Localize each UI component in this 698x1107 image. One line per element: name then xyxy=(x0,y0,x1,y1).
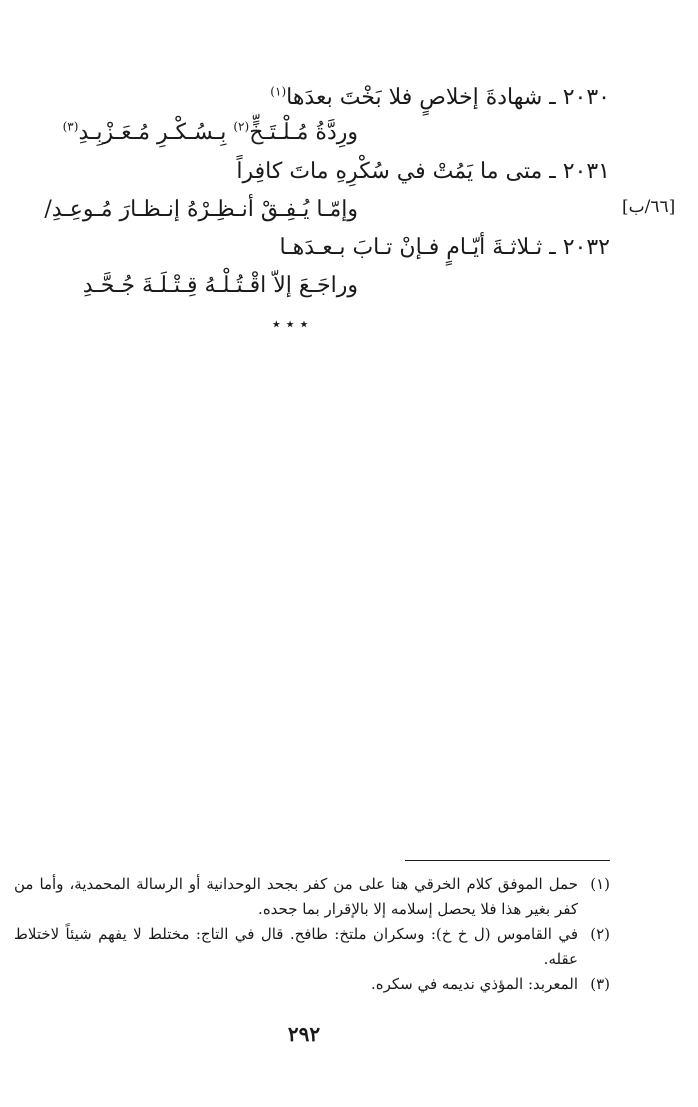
verse-text: وإمّـا يُـفِـقْ أنـظِـرْهُ إنـظـارَ مُـوعِـدِ/ xyxy=(44,197,358,222)
verse-text: ٢٠٣٠ ـ شهادةَ إخلاصٍ فلا بَخْتَ بعدَها xyxy=(286,85,610,110)
verse-text: ٢٠٣٢ ـ ثـلاثـةَ أيّـامٍ فـإنْ تـابَ بـعـدَهـا xyxy=(279,235,610,260)
verse-2031-second-hemistich xyxy=(44,194,358,226)
footnote-2 xyxy=(14,922,610,972)
verse-2032-second-hemistich xyxy=(83,270,358,302)
manuscript-folio-reference: [٦٦/ب] xyxy=(622,197,676,217)
page-number: ٢٩٢ xyxy=(287,1022,321,1046)
footnote-number: (٢) xyxy=(590,925,610,943)
verse-text: بِـسُـكْـرِ مُـعَـزْبِـدِ xyxy=(78,120,227,145)
footnote-number: (٣) xyxy=(590,975,610,993)
verse-text: ٢٠٣١ ـ متى ما يَمُتْ في سُكْرِهِ ماتَ كافِراً xyxy=(236,159,610,184)
footnote-separator xyxy=(405,860,610,861)
footnote-1 xyxy=(14,872,610,922)
section-end-ornament: ٭ ٭ ٭ xyxy=(272,314,309,333)
footnote-text: المعربد: المؤذي نديمه في سكره. xyxy=(370,975,578,993)
verse-2031-first-hemistich xyxy=(236,156,610,188)
verse-2032-first-hemistich xyxy=(280,232,610,264)
verse-2030-first-hemistich xyxy=(270,82,610,114)
verse-2030-second-hemistich xyxy=(63,117,358,149)
footnote-text: في القاموس (ل خ خ): وسكران ملتخ: طافح. قال في التاج: مختلط لا يفهم شيئاً لاختلاط عقله. xyxy=(14,925,578,968)
verse-text: ورِدَّةُ مُـلْـتَـخٍّ xyxy=(249,120,358,145)
footnote-number: (١) xyxy=(590,875,610,893)
footnote-marker-2[interactable]: (٢) xyxy=(233,119,250,134)
footnotes xyxy=(14,872,610,997)
footnote-marker-3[interactable]: (٣) xyxy=(62,119,79,134)
verse-text: وراجَـعَ إلاّ اقْـتُـلْـهُ قِـتْـلَـةَ جُـحَّـدِ xyxy=(82,273,358,298)
footnote-text: حمل الموفق كلام الخرقي هنا على من كفر بجحد الوحدانية أو الرسالة المحمدية، وأما من كفر بغير هذا فلا يحصل إسلامه إلا بالإقرار بما جحده. xyxy=(14,875,578,918)
footnote-3 xyxy=(14,972,610,997)
footnote-marker-1[interactable]: (١) xyxy=(270,84,287,99)
